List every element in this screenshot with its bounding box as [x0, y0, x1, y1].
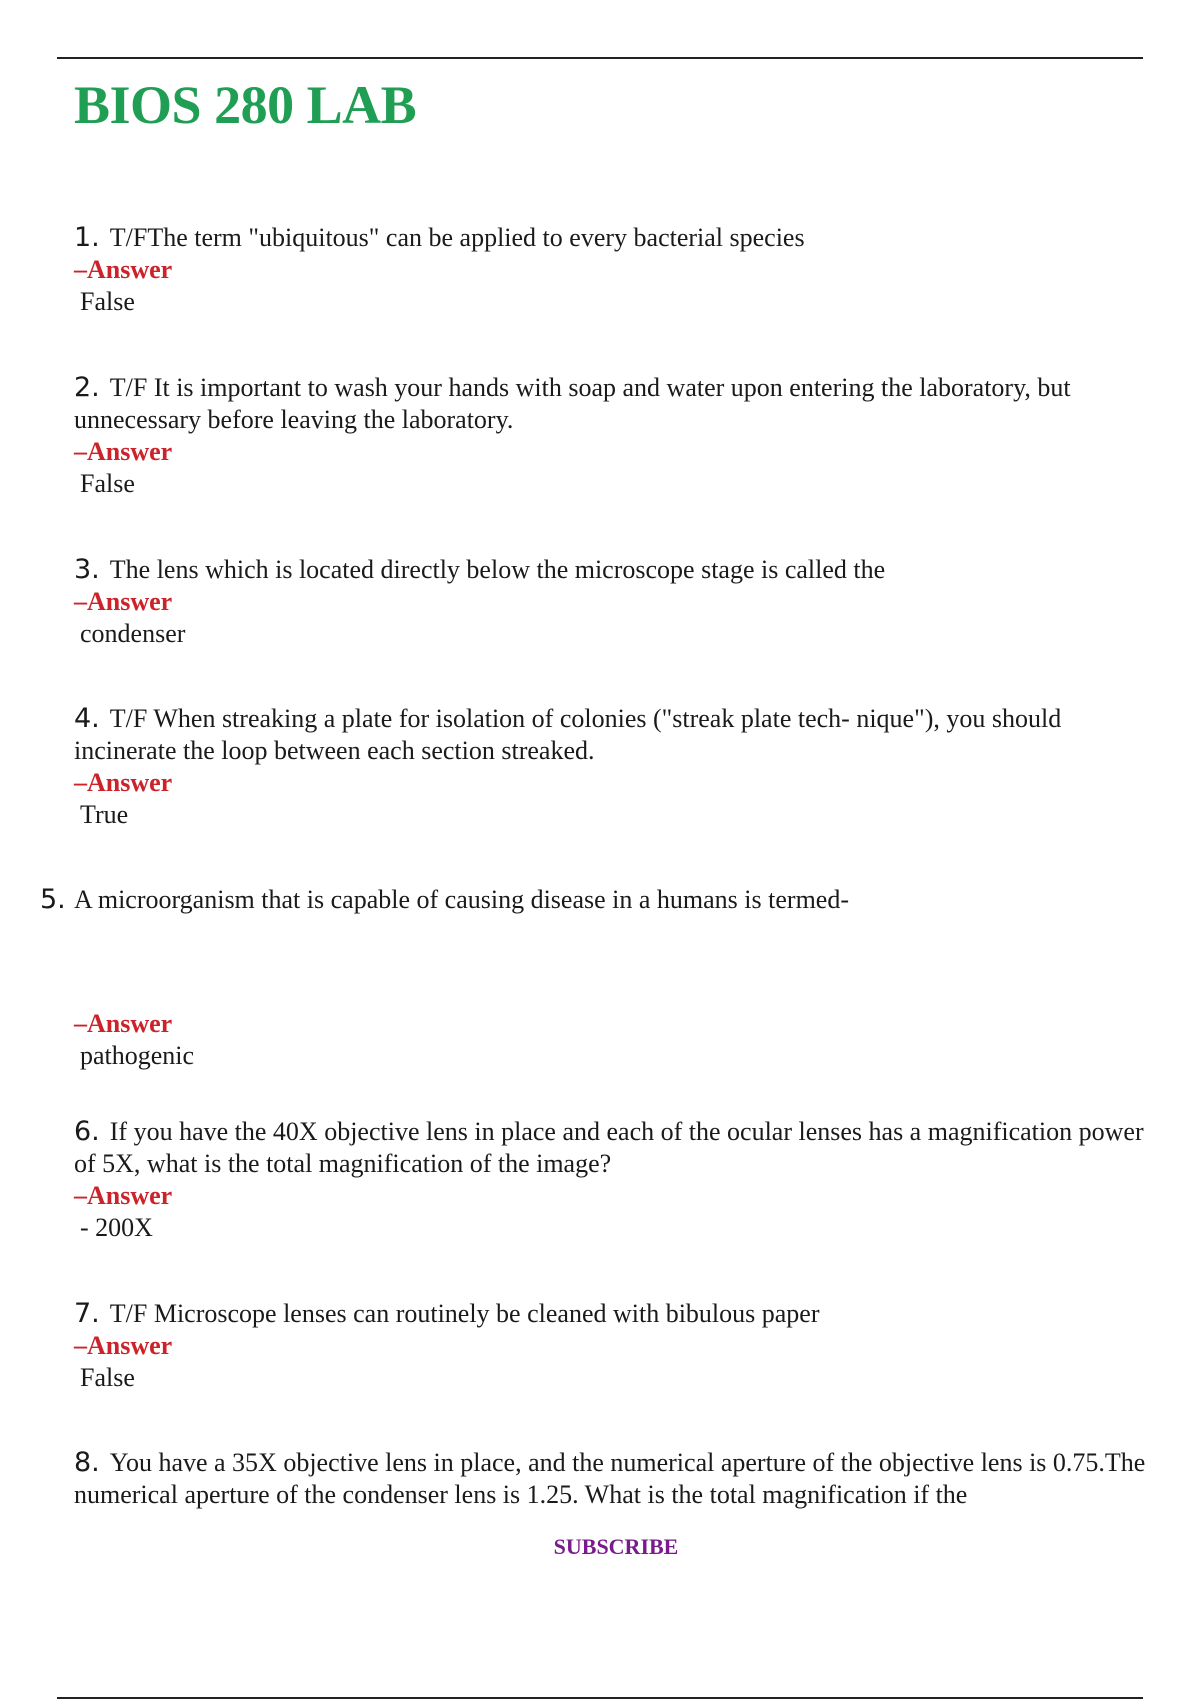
- question-text: 8. You have a 35X objective lens in place, and the numerical aperture of the objective lens is 0.75.The numerical aperture of the condenser lens is 1.25. What is the total magnification if the: [74, 1447, 1146, 1509]
- answer-label: –Answer: [74, 587, 173, 616]
- question-text: 3. The lens which is located directly below the microscope stage is called the: [74, 554, 886, 585]
- answer-label: –Answer: [74, 255, 173, 284]
- answer-label: –Answer: [74, 1331, 173, 1360]
- answer-text: False: [80, 287, 135, 316]
- answer-text: - 200X: [80, 1213, 153, 1242]
- question-6: [74, 1116, 1164, 1244]
- question-text: 5. A microorganism that is capable of causing disease in a humans is termed-: [40, 884, 849, 915]
- spacer: [74, 916, 1164, 1008]
- question-number: 2.: [74, 372, 100, 403]
- bottom-rule: [57, 1697, 1143, 1699]
- question-2: [74, 372, 1164, 500]
- question-text: 7. T/F Microscope lenses can routinely be cleaned with bibulous paper: [74, 1298, 820, 1329]
- question-number: 4.: [74, 703, 100, 734]
- question-text: 4. T/F When streaking a plate for isolation of colonies ("streak plate tech- nique"), you should incinerate the loop between each section streaked.: [74, 703, 1062, 765]
- answer-text: False: [80, 1363, 135, 1392]
- question-1: [74, 222, 1164, 318]
- question-number: 6.: [74, 1116, 100, 1147]
- question-4: [74, 703, 1164, 831]
- question-3: [74, 554, 1164, 650]
- question-text: 1. T/FThe term "ubiquitous" can be applied to every bacterial species: [74, 222, 805, 253]
- document-title: BIOS 280 LAB: [74, 75, 417, 135]
- question-number: 1.: [74, 222, 100, 253]
- answer-text: pathogenic: [80, 1041, 195, 1070]
- question-7: [74, 1298, 1164, 1394]
- answer-text: condenser: [80, 619, 186, 648]
- question-text: 2. T/F It is important to wash your hands with soap and water upon entering the laboratory, but unnecessary before leaving the laboratory.: [74, 372, 1071, 434]
- question-text: 6. If you have the 40X objective lens in place and each of the ocular lenses has a magnification power of 5X, what is the total magnification of the image?: [74, 1116, 1144, 1178]
- answer-label: –Answer: [74, 437, 173, 466]
- answer-text: False: [80, 469, 135, 498]
- question-8: [74, 1447, 1164, 1511]
- question-5: [40, 884, 1164, 1072]
- answer-label: –Answer: [74, 1181, 173, 1210]
- question-number: 5.: [40, 884, 66, 915]
- answer-label: –Answer: [74, 768, 173, 797]
- top-rule: [57, 57, 1143, 59]
- answer-text: True: [80, 800, 129, 829]
- question-number: 3.: [74, 554, 100, 585]
- question-number: 7.: [74, 1298, 100, 1329]
- subscribe-link[interactable]: SUBSCRIBE: [553, 1534, 679, 1559]
- answer-label: –Answer: [74, 1009, 173, 1038]
- question-number: 8.: [74, 1447, 100, 1478]
